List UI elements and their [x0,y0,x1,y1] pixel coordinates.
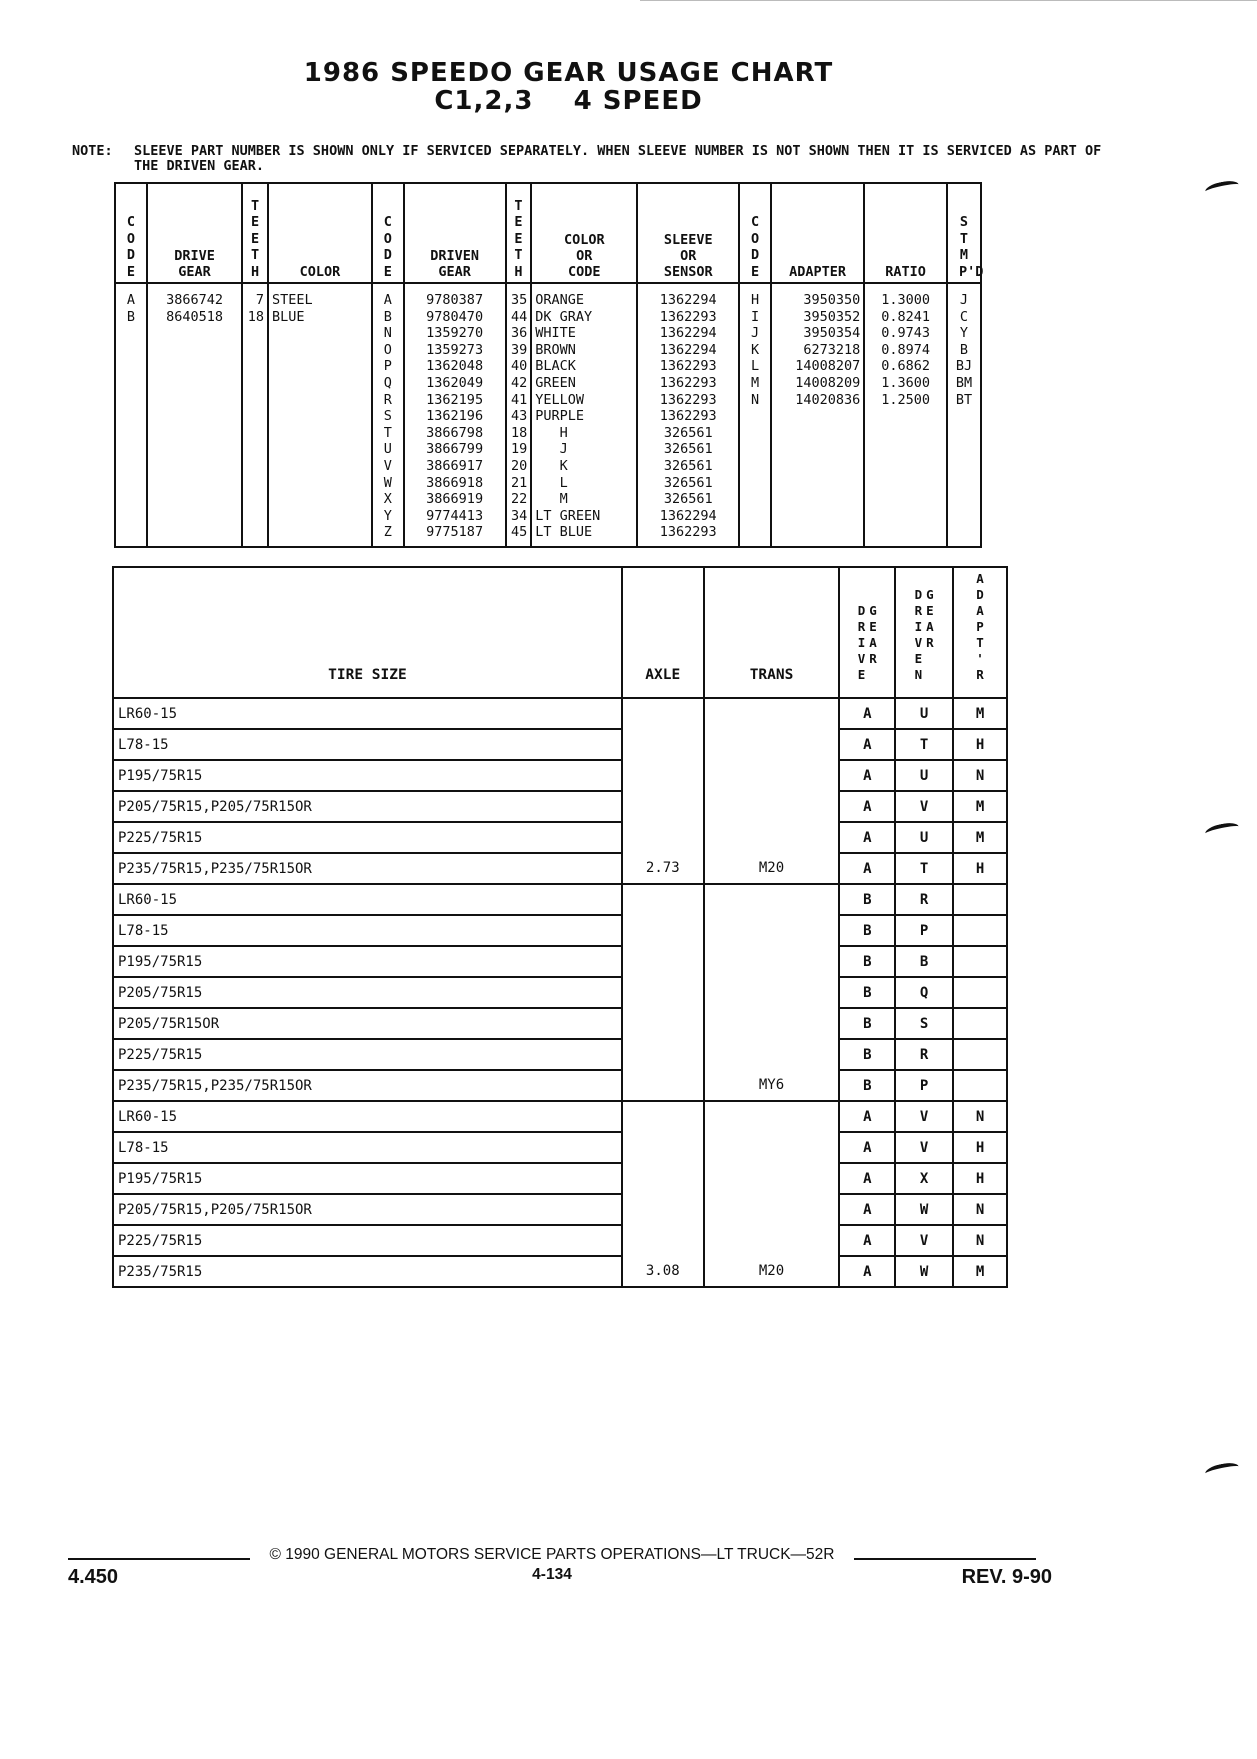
trans-cell [704,698,840,729]
axle-cell [622,1132,704,1163]
header-drive-gear: DRIVE GEAR [147,183,242,283]
stmpd-column: J C Y B BJ BM BT [947,283,981,547]
tire-size-cell: P205/75R15,P205/75R15OR [113,791,622,822]
header-axle: AXLE [622,567,704,698]
driven-gear-cell: U [895,698,953,729]
tire-size-cell: P195/75R15 [113,946,622,977]
code-column: H I J K L M N [739,283,771,547]
trans-cell [704,977,840,1008]
axle-cell: 2.73 [622,853,704,884]
ratio-column: 1.3000 0.8241 0.9743 0.8974 0.6862 1.3600 1.2500 [864,283,947,547]
driven-gear-cell: U [895,760,953,791]
tire-size-cell: P235/75R15,P235/75R15OR [113,1070,622,1101]
axle-cell [622,1225,704,1256]
axle-cell [622,760,704,791]
header-driven-gear [895,567,953,698]
driven-gear-cell: W [895,1194,953,1225]
trans-cell [704,946,840,977]
header-drive-gear [839,567,895,698]
adapter-cell: N [953,1194,1007,1225]
adapter-cell [953,977,1007,1008]
tire-size-cell: P205/75R15,P205/75R15OR [113,1194,622,1225]
table-row [113,1101,1007,1132]
tire-size-cell: LR60-15 [113,1101,622,1132]
axle-cell [622,884,704,915]
drive-gear-cell: A [839,1101,895,1132]
adapter-cell: N [953,760,1007,791]
page-title: 1986 SPEEDO GEAR USAGE CHART [303,58,834,88]
axle-cell: 3.08 [622,1256,704,1287]
drive-gear-cell: B [839,946,895,977]
table-row [113,822,1007,853]
teeth-column: 35 44 36 39 40 42 41 43 18 19 20 21 22 34 45 [506,283,532,547]
trans-cell [704,1008,840,1039]
driven-gear-cell: P [895,1070,953,1101]
vh-drive-label: D R I V E G E A R [857,603,877,682]
trans-cell: M20 [704,1256,840,1287]
trans-cell [704,1163,840,1194]
header-color-or-code: COLOR OR CODE [531,183,637,283]
binder-mark [1204,179,1240,198]
header-tire-size: TIRE SIZE [113,567,622,698]
drive-gear-cell: A [839,1132,895,1163]
header-adapter [953,567,1007,698]
tire-size-cell: L78-15 [113,1132,622,1163]
table-row [113,1163,1007,1194]
note-label: NOTE: [72,143,113,159]
drive-gear-cell: A [839,729,895,760]
drive-gear-cell: B [839,977,895,1008]
table-row [113,760,1007,791]
trans-cell [704,915,840,946]
adapter-cell [953,884,1007,915]
adapter-cell: M [953,698,1007,729]
tire-size-cell: LR60-15 [113,698,622,729]
driven-gear-cell: T [895,729,953,760]
axle-cell [622,1194,704,1225]
tire-size-cell: P225/75R15 [113,822,622,853]
axle-cell [622,822,704,853]
driven-gear-cell: R [895,1039,953,1070]
trans-cell [704,760,840,791]
adapter-cell: H [953,729,1007,760]
header-code: CODE [115,183,147,283]
vh-adapt-label: A D A P T ' R [976,571,984,682]
drive-gear-cell: A [839,853,895,884]
axle-cell [622,698,704,729]
table-row [113,729,1007,760]
adapter-cell: N [953,1225,1007,1256]
adapter-cell: M [953,822,1007,853]
axle-cell [622,1070,704,1101]
drive-gear-cell: B [839,915,895,946]
drive-gear-cell: A [839,760,895,791]
table-row [113,1132,1007,1163]
drive-gear-column: 3866742 8640518 [147,283,242,547]
section-number: 4.450 [68,1566,119,1588]
vh-driven-label: D R I V E N G E A R [914,587,934,682]
teeth-column: 7 18 [242,283,268,547]
driven-gear-cell: X [895,1163,953,1194]
tire-size-cell: P235/75R15,P235/75R15OR [113,853,622,884]
adapter-cell: H [953,1163,1007,1194]
sleeve-column: 1362294 1362293 1362294 1362294 1362293 1362293 1362293 1362293 326561 326561 326561 326561 326561 1362294 1362293 [637,283,739,547]
table-row [113,1256,1007,1287]
tire-size-cell: P195/75R15 [113,760,622,791]
adapter-cell: M [953,1256,1007,1287]
page-subtitle: C1,2,3 4 SPEED [434,86,703,116]
axle-cell [622,1039,704,1070]
axle-cell [622,1008,704,1039]
tire-size-cell: L78-15 [113,729,622,760]
trans-cell [704,1039,840,1070]
axle-cell [622,915,704,946]
table-row [113,853,1007,884]
header-teeth: TEETH [242,183,268,283]
header-adapter: ADAPTER [771,183,864,283]
tire-size-cell: P235/75R15 [113,1256,622,1287]
adapter-cell [953,1070,1007,1101]
header-trans: TRANS [704,567,840,698]
driven-gear-cell: Q [895,977,953,1008]
driven-gear-cell: W [895,1256,953,1287]
usage-table [112,566,1008,1288]
table-row [113,915,1007,946]
trans-cell: M20 [704,853,840,884]
trans-cell: MY6 [704,1070,840,1101]
table-row [113,1008,1007,1039]
trans-cell [704,884,840,915]
page-number: 4-134 [532,1566,572,1583]
tire-size-cell: P195/75R15 [113,1163,622,1194]
drive-gear-cell: A [839,1256,895,1287]
binder-mark [1204,821,1240,840]
trans-cell [704,791,840,822]
axle-cell [622,729,704,760]
axle-cell [622,791,704,822]
header-code: CODE [739,183,771,283]
axle-cell [622,946,704,977]
header-driven-gear: DRIVEN GEAR [404,183,506,283]
table-row [115,283,981,547]
drive-gear-cell: B [839,884,895,915]
tire-size-cell: P225/75R15 [113,1225,622,1256]
tire-size-cell: P205/75R15 [113,977,622,1008]
table-row [113,698,1007,729]
header-ratio: RATIO [864,183,947,283]
adapter-column: 3950350 3950352 3950354 6273218 14008207 14008209 14020836 [771,283,864,547]
trans-cell [704,729,840,760]
binder-mark [1204,1461,1240,1480]
driven-gear-cell: S [895,1008,953,1039]
header-code: CODE [372,183,404,283]
adapter-cell [953,915,1007,946]
axle-cell [622,1163,704,1194]
adapter-cell [953,946,1007,977]
adapter-cell [953,1008,1007,1039]
table-row [113,1194,1007,1225]
trans-cell [704,1225,840,1256]
drive-gear-cell: B [839,1070,895,1101]
trans-cell [704,1132,840,1163]
code-column: A B N O P Q R S T U V W X Y Z [372,283,404,547]
axle-cell [622,977,704,1008]
table-row [113,1070,1007,1101]
adapter-cell: N [953,1101,1007,1132]
header-color: COLOR [268,183,372,283]
driven-gear-cell: V [895,1132,953,1163]
tire-size-cell: L78-15 [113,915,622,946]
adapter-cell: H [953,1132,1007,1163]
trans-cell [704,1101,840,1132]
driven-gear-cell: V [895,791,953,822]
header-teeth: TEETH [506,183,532,283]
footer-copyright: © 1990 GENERAL MOTORS SERVICE PARTS OPERATIONS—LT TRUCK—52R [269,1546,835,1563]
drive-gear-cell: B [839,1008,895,1039]
driven-gear-cell: U [895,822,953,853]
driven-gear-cell: P [895,915,953,946]
code-column: A B [115,283,147,547]
drive-gear-cell: A [839,822,895,853]
table-row [113,977,1007,1008]
trans-cell [704,1194,840,1225]
drive-gear-cell: A [839,791,895,822]
driven-gear-cell: V [895,1225,953,1256]
table-row [113,1225,1007,1256]
trans-cell [704,822,840,853]
adapter-cell: M [953,791,1007,822]
table-row [113,791,1007,822]
drive-gear-cell: B [839,1039,895,1070]
color-column: STEEL BLUE [268,283,372,547]
revision: REV. 9-90 [961,1566,1052,1588]
driven-gear-cell: V [895,1101,953,1132]
tire-size-cell: P205/75R15OR [113,1008,622,1039]
header-sleeve-or-sensor: SLEEVE OR SENSOR [637,183,739,283]
driven-gear-cell: R [895,884,953,915]
adapter-cell [953,1039,1007,1070]
top-rule [640,0,1257,1]
tire-size-cell: LR60-15 [113,884,622,915]
drive-gear-cell: A [839,698,895,729]
gear-table [114,182,982,548]
color-code-column: ORANGE DK GRAY WHITE BROWN BLACK GREEN YELLOW PURPLE H J K L M LT GREEN LT BLUE [531,283,637,547]
driven-gear-cell: B [895,946,953,977]
table-row [113,884,1007,915]
table-row [113,946,1007,977]
note-text: SLEEVE PART NUMBER IS SHOWN ONLY IF SERVICED SEPARATELY. WHEN SLEEVE NUMBER IS NOT SHOWN THEN IT IS SERVICED AS PART OF THE DRIVEN GEAR. [134,143,1102,174]
driven-gear-column: 9780387 9780470 1359270 1359273 1362048 1362049 1362195 1362196 3866798 3866799 3866917 3866918 3866919 9774413 9775187 [404,283,506,547]
driven-gear-cell: T [895,853,953,884]
drive-gear-cell: A [839,1225,895,1256]
drive-gear-cell: A [839,1194,895,1225]
tire-size-cell: P225/75R15 [113,1039,622,1070]
axle-cell [622,1101,704,1132]
table-row [113,1039,1007,1070]
adapter-cell: H [953,853,1007,884]
header-stmpd: STMP'D [947,183,981,283]
drive-gear-cell: A [839,1163,895,1194]
